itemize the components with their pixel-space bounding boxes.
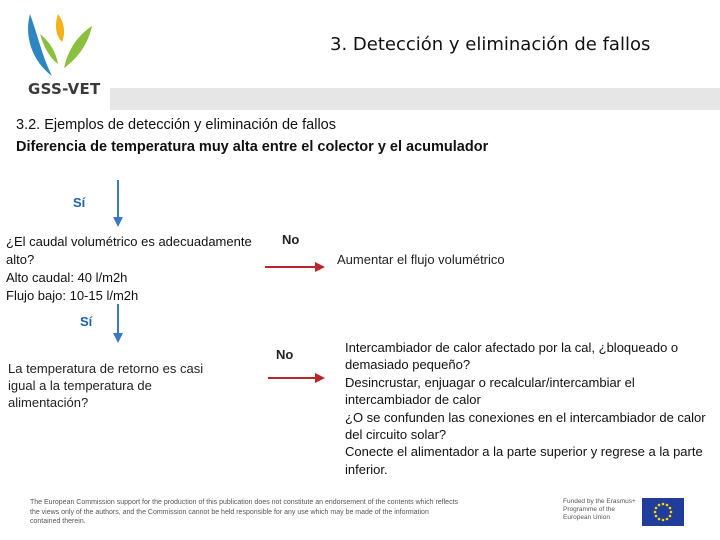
yes-label-1: Sí [73,195,86,210]
question-1-line: Alto caudal: 40 l/m2h [6,270,128,285]
question-1-line: ¿El caudal volumétrico es adecuadamente [6,234,252,249]
section-subtitle: 3.2. Ejemplos de detección y eliminación de fallos [16,117,336,133]
eu-flag-icon [642,498,684,526]
problem-heading: Diferencia de temperatura muy alta entre el colector y el acumulador [16,139,489,155]
action-2-line: Conecte el alimentador a la parte superior y regrese a la parte inferior. [345,444,703,477]
question-return-temperature: La temperatura de retorno es casi igual a la temperatura de alimentación? [8,361,204,410]
action-2-line: Desincrustar, enjuagar o recalcular/intercambiar el intercambiador de calor [345,374,635,408]
action-increase-flow: Aumentar el flujo volumétrico [337,252,505,267]
slide-title: 3. Detección y eliminación de fallos [330,34,651,55]
question-1-line: alto? [6,252,35,267]
no-label-1: No [282,232,300,247]
eu-disclaimer: The European Commission support for the production of this publication does not constitute an endorsement of the contents which reflects the views only of the authors, and the Commission cannot be held responsible for any use which may be made of the information contained therein. [30,499,459,525]
eu-funding-text: Funded by the Erasmus+ Programme of the European Union [563,498,636,521]
logo-text: GSS-VET [28,80,101,98]
action-2-line: ¿O se confunden las conexiones en el intercambiador de calor del circuito solar? [345,409,706,443]
action-2-line: Intercambiador de calor afectado por la cal, ¿bloqueado o demasiado pequeño? [345,340,679,373]
action-heat-exchanger [345,339,715,478]
question-flow-rate [6,233,281,305]
question-1-line: Flujo bajo: 10-15 l/m2h [6,288,139,303]
no-label-2: No [276,347,294,362]
yes-label-2: Sí [80,314,93,329]
